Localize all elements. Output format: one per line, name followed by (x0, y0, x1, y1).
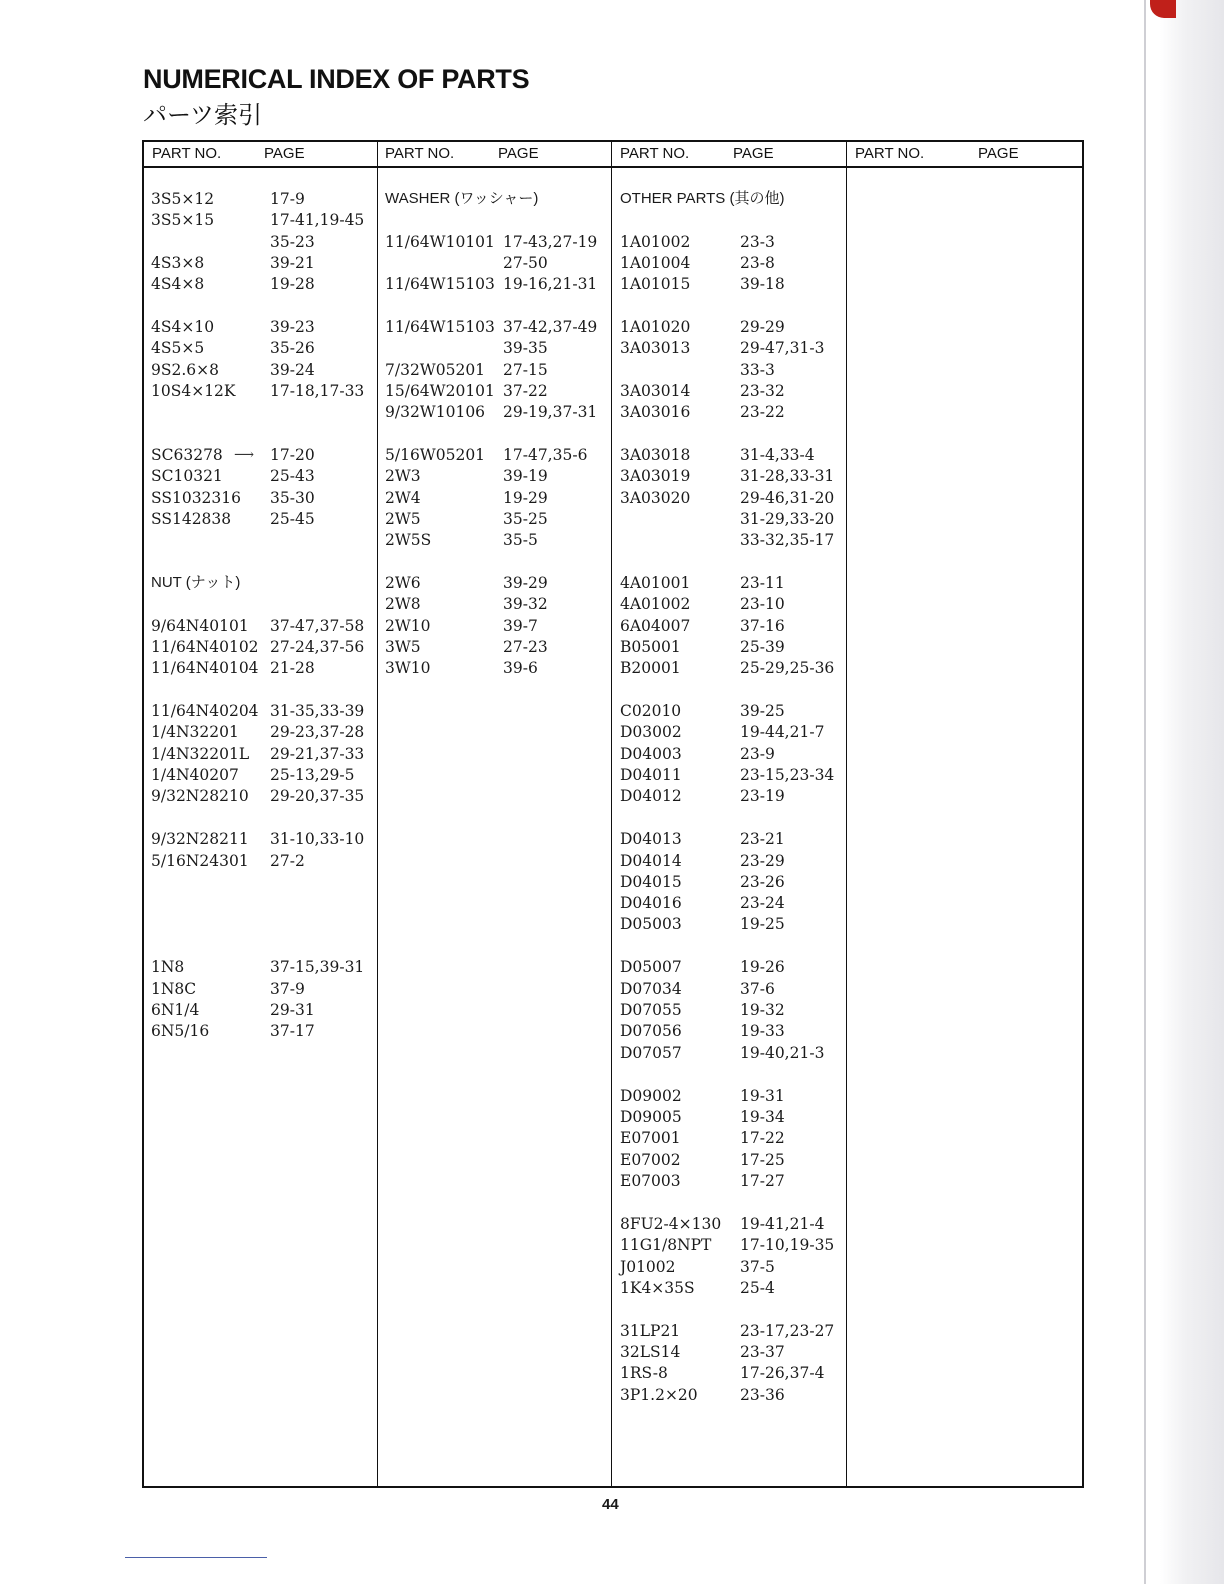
part-number: D04012 (620, 787, 682, 805)
header-part-no: PART NO. (152, 145, 222, 162)
binding-tab (1150, 0, 1176, 18)
part-number: 11/64N40104 (151, 659, 259, 677)
part-number: 9/32N28211 (151, 830, 249, 848)
page-reference: 31-28,33-31 (740, 467, 835, 485)
part-number: 9/32W10106 (385, 403, 486, 421)
page-reference: 31-4,33-4 (740, 446, 815, 464)
part-number: 5/16N24301 (151, 852, 249, 870)
part-number: 6N1/4 (151, 1001, 200, 1019)
part-number: 3S5×15 (151, 211, 215, 229)
part-number: 32LS14 (620, 1343, 681, 1361)
part-number: SC10321 (151, 467, 223, 485)
page-reference: 39-35 (503, 339, 548, 357)
header-page: PAGE (264, 145, 305, 162)
part-number: SS142838 (151, 510, 232, 528)
part-number: 4A01002 (620, 595, 691, 613)
page-reference: 29-19,37-31 (503, 403, 598, 421)
page-reference: 29-20,37-35 (270, 787, 365, 805)
page-reference: 33-32,35-17 (740, 531, 835, 549)
page-reference: 23-3 (740, 233, 775, 251)
part-number: E07003 (620, 1172, 681, 1190)
part-number: D05003 (620, 915, 682, 933)
page-reference: 23-17,23-27 (740, 1322, 835, 1340)
page-reference: 39-24 (270, 361, 315, 379)
section-heading: WASHER (ワッシャー) (385, 190, 539, 207)
part-number: D04013 (620, 830, 682, 848)
part-number: D07057 (620, 1044, 682, 1062)
part-number: C02010 (620, 702, 682, 720)
part-number: 1A01004 (620, 254, 691, 272)
page-reference: 37-15,39-31 (270, 958, 365, 976)
part-number: D04015 (620, 873, 682, 891)
part-number: D09005 (620, 1108, 682, 1126)
part-number: E07001 (620, 1129, 681, 1147)
part-number: D05007 (620, 958, 682, 976)
page-reference: 23-29 (740, 852, 785, 870)
page-reference: 25-29,25-36 (740, 659, 835, 677)
page-reference: 23-9 (740, 745, 775, 763)
page-reference: 37-5 (740, 1258, 775, 1276)
part-number: 15/64W20101 (385, 382, 495, 400)
part-number: 8FU2-4×130 (620, 1215, 722, 1233)
page-reference: 27-15 (503, 361, 548, 379)
arrow-icon: ⟶ (234, 447, 255, 463)
part-number: 3A03016 (620, 403, 691, 421)
page-reference: 39-29 (503, 574, 548, 592)
part-number: 9/64N40101 (151, 617, 249, 635)
part-number: 11/64W10101 (385, 233, 495, 251)
part-number: 2W4 (385, 489, 421, 507)
page-reference: 37-22 (503, 382, 548, 400)
part-number: 1/4N40207 (151, 766, 239, 784)
page-reference: 39-32 (503, 595, 548, 613)
part-number: 4S4×8 (151, 275, 205, 293)
page-reference: 23-19 (740, 787, 785, 805)
page-reference: 39-25 (740, 702, 785, 720)
page-reference: 29-47,31-3 (740, 339, 825, 357)
page-reference: 29-31 (270, 1001, 315, 1019)
page-reference: 19-26 (740, 958, 785, 976)
part-number: 4A01001 (620, 574, 691, 592)
page-reference: 39-21 (270, 254, 315, 272)
page-reference: 29-23,37-28 (270, 723, 365, 741)
part-number: 2W6 (385, 574, 421, 592)
page-reference: 35-5 (503, 531, 538, 549)
header-divider (144, 166, 1082, 168)
header-page: PAGE (498, 145, 539, 162)
page-reference: 19-28 (270, 275, 315, 293)
header-part-no: PART NO. (385, 145, 455, 162)
part-number: 1RS-8 (620, 1364, 668, 1382)
page-reference: 37-16 (740, 617, 785, 635)
part-number: D07055 (620, 1001, 682, 1019)
page-reference: 29-21,37-33 (270, 745, 365, 763)
part-number: 1A01002 (620, 233, 691, 251)
page-reference: 17-27 (740, 1172, 785, 1190)
page-reference: 25-39 (740, 638, 785, 656)
part-number: B05001 (620, 638, 681, 656)
part-number: 4S5×5 (151, 339, 205, 357)
column-divider (377, 142, 378, 1486)
page-reference: 23-22 (740, 403, 785, 421)
page-reference: 39-6 (503, 659, 538, 677)
page-reference: 23-8 (740, 254, 775, 272)
part-number: 7/32W05201 (385, 361, 486, 379)
part-number: 2W8 (385, 595, 421, 613)
header-page: PAGE (978, 145, 1019, 162)
header-part-no: PART NO. (620, 145, 690, 162)
part-number: 1N8C (151, 980, 197, 998)
part-number: 11/64N40102 (151, 638, 259, 656)
page-reference: 23-26 (740, 873, 785, 891)
part-number: 3W10 (385, 659, 431, 677)
section-heading: NUT (ナット) (151, 574, 241, 591)
page-reference: 23-36 (740, 1386, 785, 1404)
page-reference: 35-30 (270, 489, 315, 507)
page-reference: 25-13,29-5 (270, 766, 355, 784)
part-number: 3S5×12 (151, 190, 215, 208)
page-edge-shadow (1160, 0, 1224, 1584)
part-number: 3W5 (385, 638, 421, 656)
part-number: 3A03019 (620, 467, 691, 485)
part-number: 3A03014 (620, 382, 691, 400)
page-reference: 31-35,33-39 (270, 702, 365, 720)
page-reference: 27-50 (503, 254, 548, 272)
part-number: D04011 (620, 766, 682, 784)
page-reference: 23-24 (740, 894, 785, 912)
page-reference: 17-22 (740, 1129, 785, 1147)
page-reference: 17-18,17-33 (270, 382, 365, 400)
page-reference: 23-32 (740, 382, 785, 400)
page-reference: 25-43 (270, 467, 315, 485)
part-number: 1A01020 (620, 318, 691, 336)
page-reference: 25-4 (740, 1279, 775, 1297)
page-reference: 23-11 (740, 574, 785, 592)
section-heading: OTHER PARTS (其の他) (620, 190, 785, 207)
part-number: 4S4×10 (151, 318, 215, 336)
part-number: 3A03018 (620, 446, 691, 464)
part-number: 6N5/16 (151, 1022, 210, 1040)
part-number: D04003 (620, 745, 682, 763)
page-reference: 19-41,21-4 (740, 1215, 825, 1233)
page-reference: 23-37 (740, 1343, 785, 1361)
page-reference: 25-45 (270, 510, 315, 528)
page-reference: 35-23 (270, 233, 315, 251)
header-part-no: PART NO. (855, 145, 925, 162)
part-number: 3A03013 (620, 339, 691, 357)
part-number: 2W5 (385, 510, 421, 528)
part-number: 4S3×8 (151, 254, 205, 272)
page-reference: 19-25 (740, 915, 785, 933)
page-reference: 17-10,19-35 (740, 1236, 835, 1254)
page-reference: 21-28 (270, 659, 315, 677)
page-reference: 35-25 (503, 510, 548, 528)
page-reference: 27-2 (270, 852, 305, 870)
part-number: 10S4×12K (151, 382, 236, 400)
page-reference: 19-16,21-31 (503, 275, 598, 293)
page-reference: 17-25 (740, 1151, 785, 1169)
page-reference: 39-23 (270, 318, 315, 336)
page-reference: 17-43,27-19 (503, 233, 598, 251)
page-reference: 17-41,19-45 (270, 211, 365, 229)
page-reference: 37-17 (270, 1022, 315, 1040)
page-reference: 23-21 (740, 830, 785, 848)
part-number: D07034 (620, 980, 682, 998)
header-page: PAGE (733, 145, 774, 162)
part-number: D09002 (620, 1087, 682, 1105)
page-reference: 39-7 (503, 617, 538, 635)
part-number: 2W5S (385, 531, 432, 549)
part-number: 5/16W05201 (385, 446, 486, 464)
part-number: J01002 (620, 1258, 676, 1276)
page-reference: 37-9 (270, 980, 305, 998)
page-reference: 17-9 (270, 190, 305, 208)
part-number: 9/32N28210 (151, 787, 249, 805)
page-reference: 39-18 (740, 275, 785, 293)
part-number: 11/64W15103 (385, 318, 495, 336)
part-number: D04016 (620, 894, 682, 912)
part-number: D03002 (620, 723, 682, 741)
page-reference: 17-47,35-6 (503, 446, 588, 464)
page-reference: 37-47,37-58 (270, 617, 365, 635)
page-reference: 37-42,37-49 (503, 318, 598, 336)
page-reference: 27-24,37-56 (270, 638, 365, 656)
part-number: 1N8 (151, 958, 185, 976)
page-reference: 19-34 (740, 1108, 785, 1126)
page-reference: 31-29,33-20 (740, 510, 835, 528)
part-number: 3P1.2×20 (620, 1386, 698, 1404)
part-number: 11/64W15103 (385, 275, 495, 293)
page-reference: 17-26,37-4 (740, 1364, 825, 1382)
page-reference: 31-10,33-10 (270, 830, 365, 848)
page-title: NUMERICAL INDEX OF PARTS (143, 64, 530, 94)
part-number: 11G1/8NPT (620, 1236, 712, 1254)
part-number: D04014 (620, 852, 682, 870)
page-reference: 37-6 (740, 980, 775, 998)
part-number: 11/64N40204 (151, 702, 259, 720)
page-reference: 19-33 (740, 1022, 785, 1040)
part-number: 9S2.6×8 (151, 361, 219, 379)
page-reference: 39-19 (503, 467, 548, 485)
part-number: E07002 (620, 1151, 681, 1169)
page-reference: 29-46,31-20 (740, 489, 835, 507)
column-divider (611, 142, 612, 1486)
page-reference: 19-32 (740, 1001, 785, 1019)
page-reference: 19-40,21-3 (740, 1044, 825, 1062)
part-number: 1/4N32201L (151, 745, 250, 763)
page-reference: 33-3 (740, 361, 775, 379)
page-reference: 35-26 (270, 339, 315, 357)
part-number: 31LP21 (620, 1322, 681, 1340)
part-number: 1/4N32201 (151, 723, 239, 741)
page-reference: 23-15,23-34 (740, 766, 835, 784)
part-number: 2W10 (385, 617, 431, 635)
page-reference: 27-23 (503, 638, 548, 656)
page-reference: 19-31 (740, 1087, 785, 1105)
column-divider (846, 142, 847, 1486)
page-reference: 19-29 (503, 489, 548, 507)
part-number: B20001 (620, 659, 681, 677)
footnote-rule (125, 1557, 267, 1558)
part-number: 6A04007 (620, 617, 691, 635)
part-number: SC63278 (151, 446, 223, 464)
part-number: SS1032316 (151, 489, 241, 507)
part-number: 3A03020 (620, 489, 691, 507)
page-reference: 17-20 (270, 446, 315, 464)
page-reference: 23-10 (740, 595, 785, 613)
part-number: 1A01015 (620, 275, 691, 293)
page-edge-line (1144, 0, 1146, 1584)
part-number: 1K4×35S (620, 1279, 695, 1297)
part-number: D07056 (620, 1022, 682, 1040)
page-subtitle-jp: パーツ索引 (143, 101, 263, 129)
page-reference: 19-44,21-7 (740, 723, 825, 741)
page-number: 44 (602, 1496, 619, 1513)
page-reference: 29-29 (740, 318, 785, 336)
part-number: 2W3 (385, 467, 421, 485)
